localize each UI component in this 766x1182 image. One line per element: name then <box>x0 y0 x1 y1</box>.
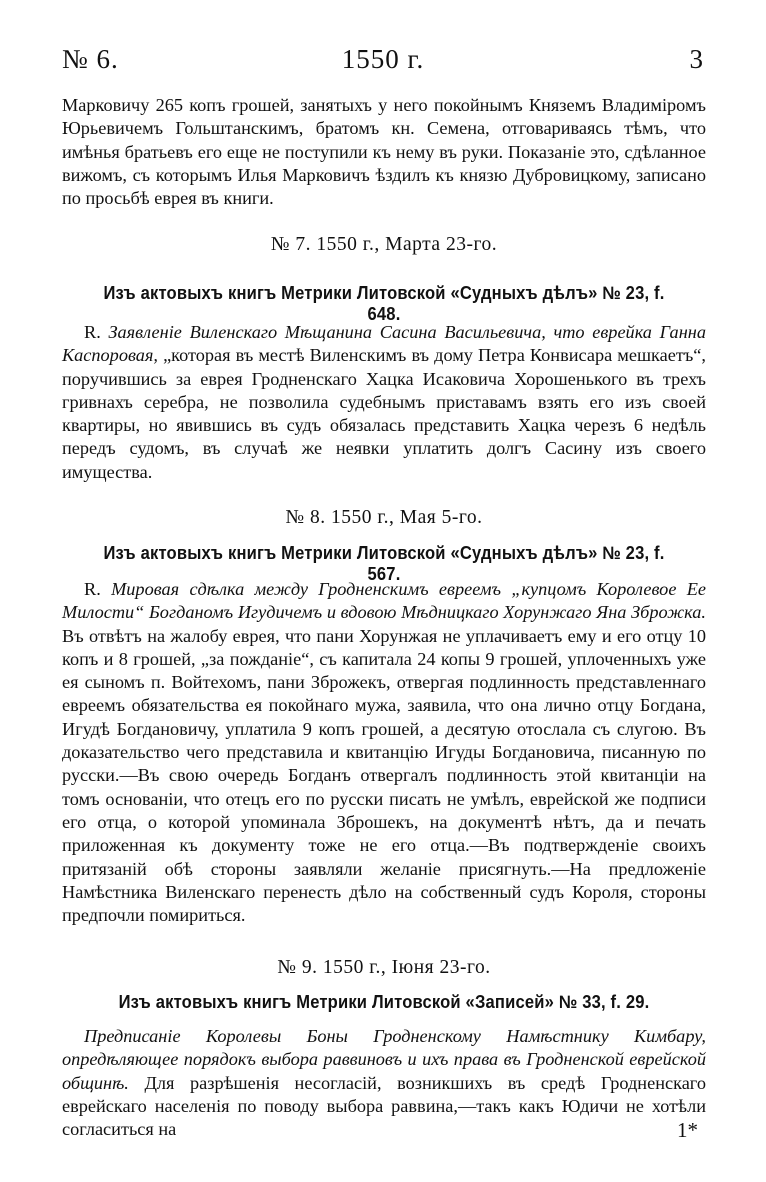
doc7-paragraph <box>62 321 706 484</box>
doc7-lead: R. <box>84 322 101 342</box>
doc9-source: Изъ актовыхъ книгъ Метрики Литовской «Записей» № 33, f. 29. <box>118 992 650 1012</box>
doc8-source: Изъ актовыхъ книгъ Метрики Литовской «Судныхъ дѣлъ» № 23, f. 567. <box>103 543 665 584</box>
doc7-summary: Заявленіе Виленскаго Мѣщанина Сасина Васильевича, что еврейка Ганна Каспоровая, <box>62 322 706 366</box>
header-year: 1550 г. <box>341 44 425 74</box>
doc9-body: Для разрѣшенія несогласій, возникшихъ въ средѣ Гродненскаго еврейскаго населенія по поводу выбора раввина,—такъ какъ Юдичи не хотѣли согласиться на <box>62 1072 706 1140</box>
doc7-body: „которая въ местѣ Виленскимъ въ дому Петра Конвисара мешкаетъ“, поручившись за еврея Гродненскаго Хацка Исаковича Хорошенького въ трехъ гривнахъ серебра, не позволила судебнымъ приставамъ взять его изъ своей квартиры, но явившись въ судъ обязалась представить Хацка черезъ 6 недѣль передъ судомъ, въ случаѣ же неявки уплатить долгъ Сасину изъ своего имущества. <box>62 345 706 482</box>
doc9-paragraph <box>62 1025 706 1141</box>
doc7-title: № 7. 1550 г., Марта 23-го. <box>270 234 498 255</box>
doc8-title: № 8. 1550 г., Мая 5-го. <box>285 507 483 528</box>
doc7-source: Изъ актовыхъ книгъ Метрики Литовской «Судныхъ дѣлъ» № 23, f. 648. <box>103 283 665 324</box>
doc9-title: № 9. 1550 г., Іюня 23-го. <box>277 957 491 978</box>
doc8-paragraph <box>62 578 706 927</box>
intro-paragraph <box>62 94 706 210</box>
doc8-summary: Мировая сдѣлка между Гродненскимъ евреемъ „купцомъ Королевое Ее Милости“ Богданомъ Игудичемъ и вдовою Мѣдницкаго Хорунжаго Яна Зброжка. <box>62 579 707 623</box>
doc8-lead: R. <box>84 579 101 599</box>
page-number: 3 <box>689 44 704 74</box>
doc9-summary: Предписаніе Королевы Боны Гродненскому Намѣстнику Кимбару, опредѣляющее порядокъ выбора раввиновъ и ихъ права въ Гродненской еврейской общинѣ. <box>62 1026 706 1093</box>
document-number: № 6. <box>62 44 119 74</box>
signature-mark: 1* <box>677 1118 698 1142</box>
page-header <box>62 44 704 78</box>
intro-text: Марковичу 265 копъ грошей, занятыхъ у него покойнымъ Княземъ Владиміромъ Юрьевичемъ Гольштанскимъ, братомъ кн. Семена, отговариваясь тѣмъ, что имѣнья братьевъ его еще не поступили къ нему въ руки. Показаніе это, сдѣланное вижомъ, съ которымъ Илья Марковичъ ѣздилъ къ князю Дубровицкому, записано по просьбѣ еврея въ книги. <box>62 95 706 209</box>
doc8-body: Въ отвѣтъ на жалобу еврея, что пани Хорунжая не уплачиваетъ ему и его отцу 10 копъ и 8 грошей, „за пожданіе“, съ капитала 24 копы 9 грошей, уплоченныхъ уже ея сыномъ п. Войтехомъ, пани Зброжекъ, отвергая подлинность представленнаго евреемъ обязательства ея покойнаго мужа, заявила, что она лично отцу Богдана, Игудѣ Богдановичу, уплатила 9 копъ грошей, а десятую отослала съ слугою. Въ доказательство чего представила и квитанцію Игуды Богдановича, писанную по русски.—Въ свою очередь Богданъ отвергалъ подлинность этой квитанціи на томъ основаніи, что отецъ его по русски писать не умѣлъ, еврейской же подписи его отца, о которой упоминала Зброшекъ, на документѣ нѣтъ, да и печать приложенная къ документу тоже не его отца.—Въ подтвержденіе своихъ притязаній обѣ стороны заявляли желаніе присягнуть.—На предложеніе Намѣстника Виленскаго перенесть дѣло на собственный судъ Короля, стороны предпочли помириться. <box>62 625 706 926</box>
